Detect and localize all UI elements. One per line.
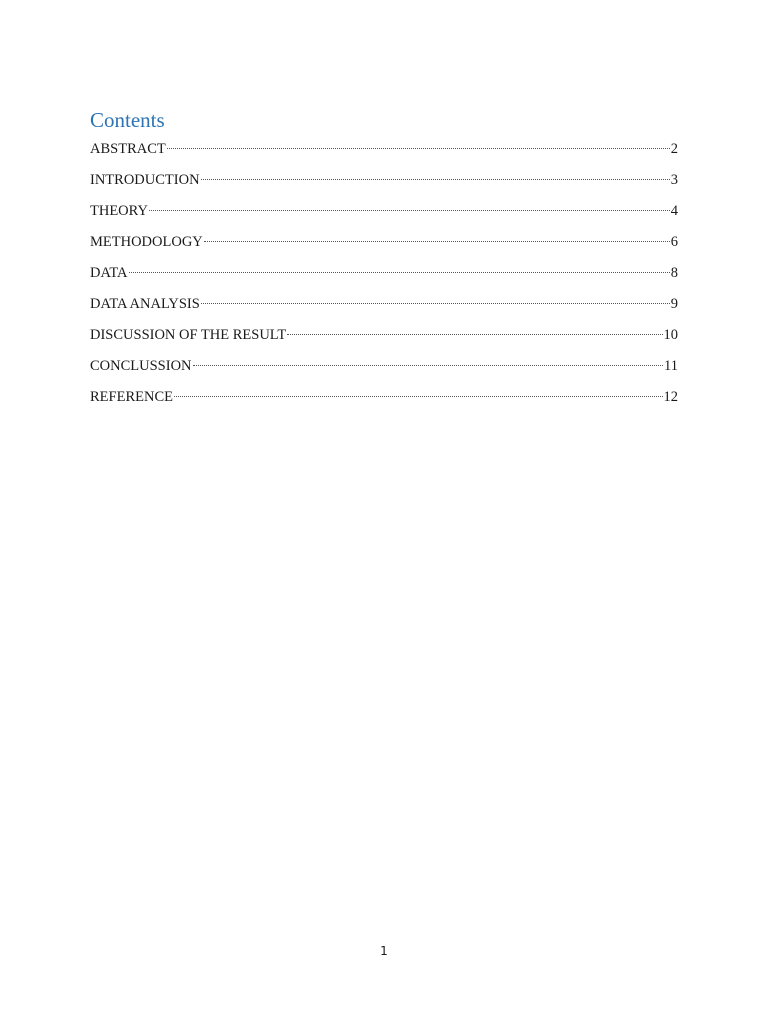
toc-heading: Contents — [90, 108, 165, 132]
toc-entry-page: 8 — [670, 265, 678, 281]
toc-dot-leader — [129, 272, 670, 273]
toc-entry-conclusion[interactable] — [90, 356, 678, 387]
toc-dot-leader — [149, 210, 670, 211]
footer-page-number: 1 — [380, 944, 388, 958]
toc-entry-title: ABSTRACT — [90, 141, 166, 157]
toc-entry-title: REFERENCE — [90, 389, 173, 405]
toc-dot-leader — [201, 179, 670, 180]
toc-entry-title: DISCUSSION OF THE RESULT — [90, 327, 287, 343]
toc-entry-page: 11 — [664, 358, 678, 374]
toc-entry-title: DATA — [90, 265, 128, 281]
toc-entry-page: 6 — [670, 234, 678, 250]
toc-entry-introduction[interactable] — [90, 170, 678, 201]
toc-dot-leader — [287, 334, 662, 335]
toc-entry-page: 12 — [663, 389, 678, 405]
toc-entry-title: INTRODUCTION — [90, 172, 200, 188]
toc-entry-page: 4 — [670, 203, 678, 219]
toc-entry-page: 3 — [670, 172, 678, 188]
toc-entry-title: METHODOLOGY — [90, 234, 203, 250]
toc-entry-theory[interactable] — [90, 201, 678, 232]
toc-dot-leader — [204, 241, 670, 242]
toc-entry-page: 2 — [670, 141, 678, 157]
toc-entry-page: 10 — [663, 327, 678, 343]
toc-entry-abstract[interactable] — [90, 139, 678, 170]
toc-entry-data-analysis[interactable] — [90, 294, 678, 325]
toc-entry-title: CONCLUSSION — [90, 358, 192, 374]
toc-entry-methodology[interactable] — [90, 232, 678, 263]
toc-entry-title: THEORY — [90, 203, 148, 219]
toc-entry-page: 9 — [670, 296, 678, 312]
toc-dot-leader — [193, 365, 664, 366]
toc-dot-leader — [201, 303, 670, 304]
table-of-contents — [90, 106, 678, 418]
toc-list — [90, 139, 678, 418]
toc-dot-leader — [167, 148, 670, 149]
toc-entry-data[interactable] — [90, 263, 678, 294]
toc-dot-leader — [174, 396, 663, 397]
toc-entry-discussion[interactable] — [90, 325, 678, 356]
toc-entry-title: DATA ANALYSIS — [90, 296, 200, 312]
toc-entry-reference[interactable] — [90, 387, 678, 418]
